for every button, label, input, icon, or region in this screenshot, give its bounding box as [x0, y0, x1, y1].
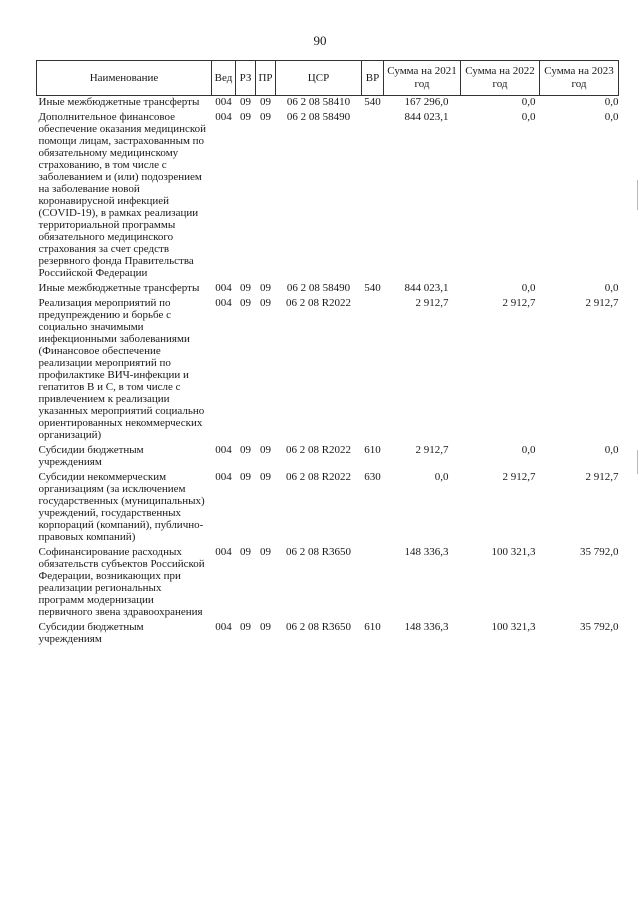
scan-artifact	[637, 180, 638, 210]
row-sum-2023: 2 912,7	[585, 297, 619, 309]
row-rz: 09	[240, 444, 251, 456]
row-csr: 06 2 08 R2022	[285, 444, 352, 456]
row-sum-2022: 100 321,3	[491, 621, 536, 633]
table-row	[37, 618, 619, 645]
header-sum-2022: Сумма на 2022 год	[461, 61, 540, 96]
page-number: 90	[313, 33, 327, 48]
row-vr: 610	[364, 444, 381, 456]
row-name: Субсидии бюджетным учреждениям	[38, 444, 144, 468]
table-row	[37, 96, 619, 109]
row-vr	[362, 108, 384, 279]
row-rz: 09	[240, 471, 251, 483]
row-sum-2022: 2 912,7	[502, 471, 536, 483]
row-ved: 004	[215, 546, 232, 558]
row-vr: 540	[364, 282, 381, 294]
row-sum-2023: 35 792,0	[580, 621, 619, 633]
row-sum-2023: 0,0	[604, 96, 619, 108]
row-pr: 09	[260, 96, 271, 108]
row-csr: 06 2 08 R3650	[285, 546, 352, 558]
row-rz: 09	[240, 546, 251, 558]
row-vr: 630	[364, 471, 381, 483]
row-name: Субсидии бюджетным учреждениям	[38, 621, 144, 645]
row-sum-2022: 0,0	[521, 96, 536, 108]
row-sum-2021: 148 336,3	[404, 621, 449, 633]
row-csr: 06 2 08 58410	[286, 96, 351, 108]
header-name: Наименование	[37, 61, 212, 96]
table-row	[37, 279, 619, 294]
row-sum-2022: 2 912,7	[502, 297, 536, 309]
scan-artifact	[637, 450, 638, 474]
row-ved: 004	[215, 297, 232, 309]
row-vr	[362, 294, 384, 441]
row-sum-2022: 0,0	[521, 282, 536, 294]
row-ved: 004	[215, 111, 232, 123]
row-rz: 09	[240, 297, 251, 309]
row-csr: 06 2 08 58490	[286, 111, 351, 123]
row-name: Иные межбюджетные трансферты	[38, 96, 200, 108]
row-ved: 004	[215, 471, 232, 483]
table-row	[37, 543, 619, 618]
row-pr: 09	[260, 282, 271, 294]
row-pr: 09	[260, 444, 271, 456]
row-sum-2022: 100 321,3	[491, 546, 536, 558]
row-sum-2023: 35 792,0	[580, 546, 619, 558]
header-rz: РЗ	[236, 61, 256, 96]
row-csr: 06 2 08 R3650	[285, 621, 352, 633]
row-sum-2022: 0,0	[521, 444, 536, 456]
row-name: Дополнительное финансовое обеспечение оказания медицинской помощи лицам, застрахованным по обязательному медицинскому страхованию, в том числе с заболеванием и (или) подозрением на заболевание новой коронавирусной инфекцией (COVID-19), в рамках реализации территориальной программы обязательного медицинского страхования за счет средств резервного фонда Правительства Российской Федерации	[38, 111, 207, 279]
row-name: Субсидии некоммерческим организациям (за исключением государственных (муниципальных) учреждений, государственных корпораций (компаний), публично-правовых компаний)	[38, 471, 205, 543]
row-sum-2021: 2 912,7	[415, 444, 449, 456]
row-pr: 09	[260, 297, 271, 309]
row-sum-2023: 0,0	[604, 111, 619, 123]
header-vr: ВР	[362, 61, 384, 96]
row-name: Софинансирование расходных обязательств субъектов Российской Федерации, возникающих при реализации региональных программ модернизации первичного звена здравоохранения	[38, 546, 205, 618]
table-row	[37, 294, 619, 441]
table-row	[37, 108, 619, 279]
header-csr: ЦСР	[276, 61, 362, 96]
row-pr: 09	[260, 471, 271, 483]
row-ved: 004	[215, 96, 232, 108]
row-pr: 09	[260, 621, 271, 633]
row-name: Реализация мероприятий по предупреждению и борьбе с социально значимыми инфекционными заболеваниями (Финансовое обеспечение реализации мероприятий по профилактике ВИЧ-инфекции и гепатитов B и C, в том числе с привлечением к реализации указанных мероприятий социально ориентированных некоммерческих организаций)	[38, 297, 205, 441]
row-sum-2021: 167 296,0	[404, 96, 449, 108]
table-row	[37, 441, 619, 468]
row-sum-2021: 2 912,7	[415, 297, 449, 309]
row-vr	[362, 543, 384, 618]
row-rz: 09	[240, 96, 251, 108]
header-sum-2021: Сумма на 2021 год	[384, 61, 461, 96]
table-row	[37, 468, 619, 543]
row-ved: 004	[215, 444, 232, 456]
row-sum-2022: 0,0	[521, 111, 536, 123]
row-vr: 610	[364, 621, 381, 633]
row-rz: 09	[240, 621, 251, 633]
row-sum-2021: 148 336,3	[404, 546, 449, 558]
row-rz: 09	[240, 111, 251, 123]
row-name: Иные межбюджетные трансферты	[38, 282, 200, 294]
row-ved: 004	[215, 621, 232, 633]
budget-table	[36, 60, 619, 645]
row-sum-2021: 0,0	[434, 471, 449, 483]
row-pr: 09	[260, 111, 271, 123]
row-ved: 004	[215, 282, 232, 294]
row-sum-2021: 844 023,1	[404, 282, 449, 294]
row-vr: 540	[364, 96, 381, 108]
row-csr: 06 2 08 R2022	[285, 297, 352, 309]
row-pr: 09	[260, 546, 271, 558]
header-row	[37, 61, 619, 96]
header-sum-2023: Сумма на 2023 год	[540, 61, 619, 96]
row-rz: 09	[240, 282, 251, 294]
row-csr: 06 2 08 58490	[286, 282, 351, 294]
row-sum-2023: 0,0	[604, 282, 619, 294]
row-sum-2023: 0,0	[604, 444, 619, 456]
header-pr: ПР	[256, 61, 276, 96]
row-csr: 06 2 08 R2022	[285, 471, 352, 483]
header-ved: Вед	[212, 61, 236, 96]
row-sum-2023: 2 912,7	[585, 471, 619, 483]
row-sum-2021: 844 023,1	[404, 111, 449, 123]
